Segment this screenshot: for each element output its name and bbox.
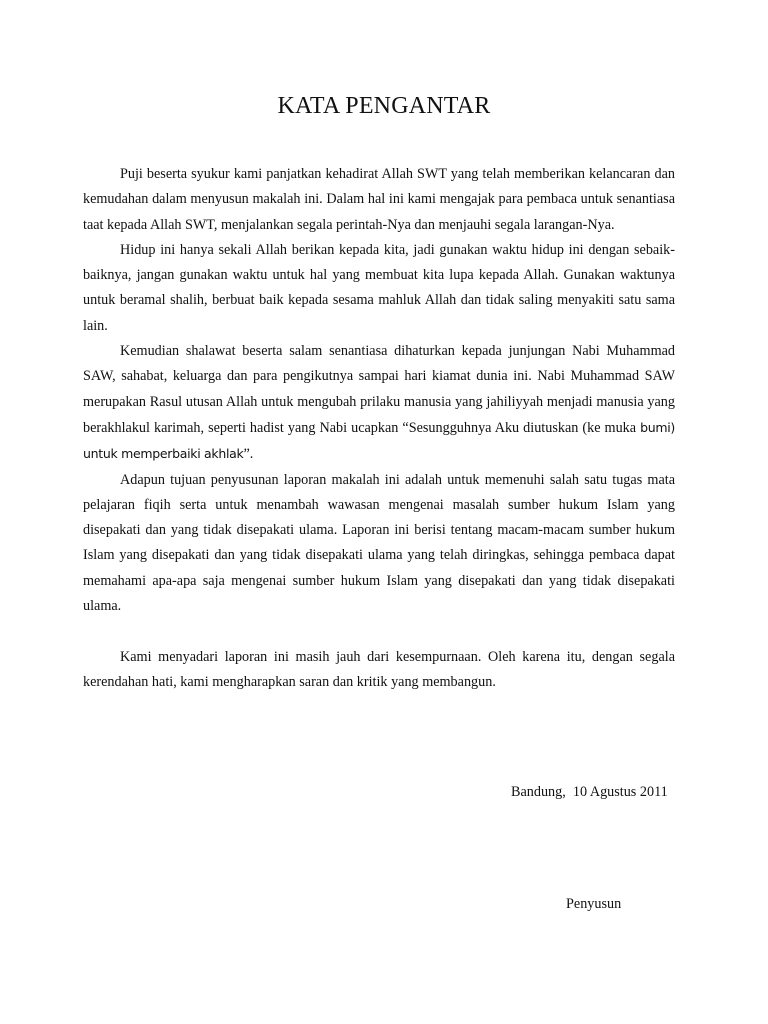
author-signature: Penyusun: [566, 896, 622, 912]
paragraph-3-main: Kemudian shalawat beserta salam senantiasa dihaturkan kepada junjungan Nabi Muhammad SAW, sahabat, keluarga dan para pengikutnya sampai hari kiamat dunia ini. Nabi Muhammad SAW merupakan Rasul utusan Allah untuk mengubah prilaku manusia yang jahiliyyah menjadi manusia yang berakhlakul karimah, seperti hadist yang Nabi ucapkan “Sesungguhnya Aku diutuskan (ke muka: [83, 343, 675, 436]
paragraph-2: Hidup ini hanya sekali Allah berikan kepada kita, jadi gunakan waktu hidup ini dengan sebaik-baiknya, jangan gunakan waktu untuk hal yang membuat kita lupa kepada Allah. Gunakan waktunya untuk beramal shalih, berbuat baik kepada sesama mahluk Allah dan tidak saling menyakiti satu sama lain.: [83, 241, 675, 334]
paragraph-3-quote-tail: bumi) untuk memperbaiki akhlak: [83, 419, 676, 462]
paragraph-4: Adapun tujuan penyusunan laporan makalah ini adalah untuk memenuhi salah satu tugas mata pelajaran fiqih serta untuk menambah wawasan mengenai masalah sumber hukum Islam yang disepakati dan yang tidak disepakati ulama. Laporan ini berisi tentang macam-macam sumber hukum Islam yang disepakati dan yang tidak disepakati ulama yang telah diringkas, sehingga pembaca dapat memahami apa-apa saja mengenai sumber hukum Islam yang disepakati dan yang tidak disepakati ulama.: [83, 471, 675, 615]
closing-text-block: [83, 645, 675, 696]
body-text-block: [83, 162, 675, 619]
paragraph-3: [83, 339, 675, 467]
paragraph-1: Puji beserta syukur kami panjatkan kehadirat Allah SWT yang telah memberikan kelancaran dan kemudahan dalam menyusun makalah ini. Dalam hal ini kami mengajak para pembaca untuk senantiasa taat kepada Allah SWT, menjalankan segala perintah-Nya dan menjauhi segala larangan-Nya.: [83, 166, 675, 233]
place-date: Bandung, 10 Agustus 2011: [511, 784, 668, 800]
paragraph-3-close-quote: ”.: [243, 446, 254, 463]
page-title: KATA PENGANTAR: [277, 93, 491, 119]
paragraph-5: Kami menyadari laporan ini masih jauh dari kesempurnaan. Oleh karena itu, dengan segala kerendahan hati, kami mengharapkan saran dan kritik yang membangun.: [83, 649, 675, 691]
